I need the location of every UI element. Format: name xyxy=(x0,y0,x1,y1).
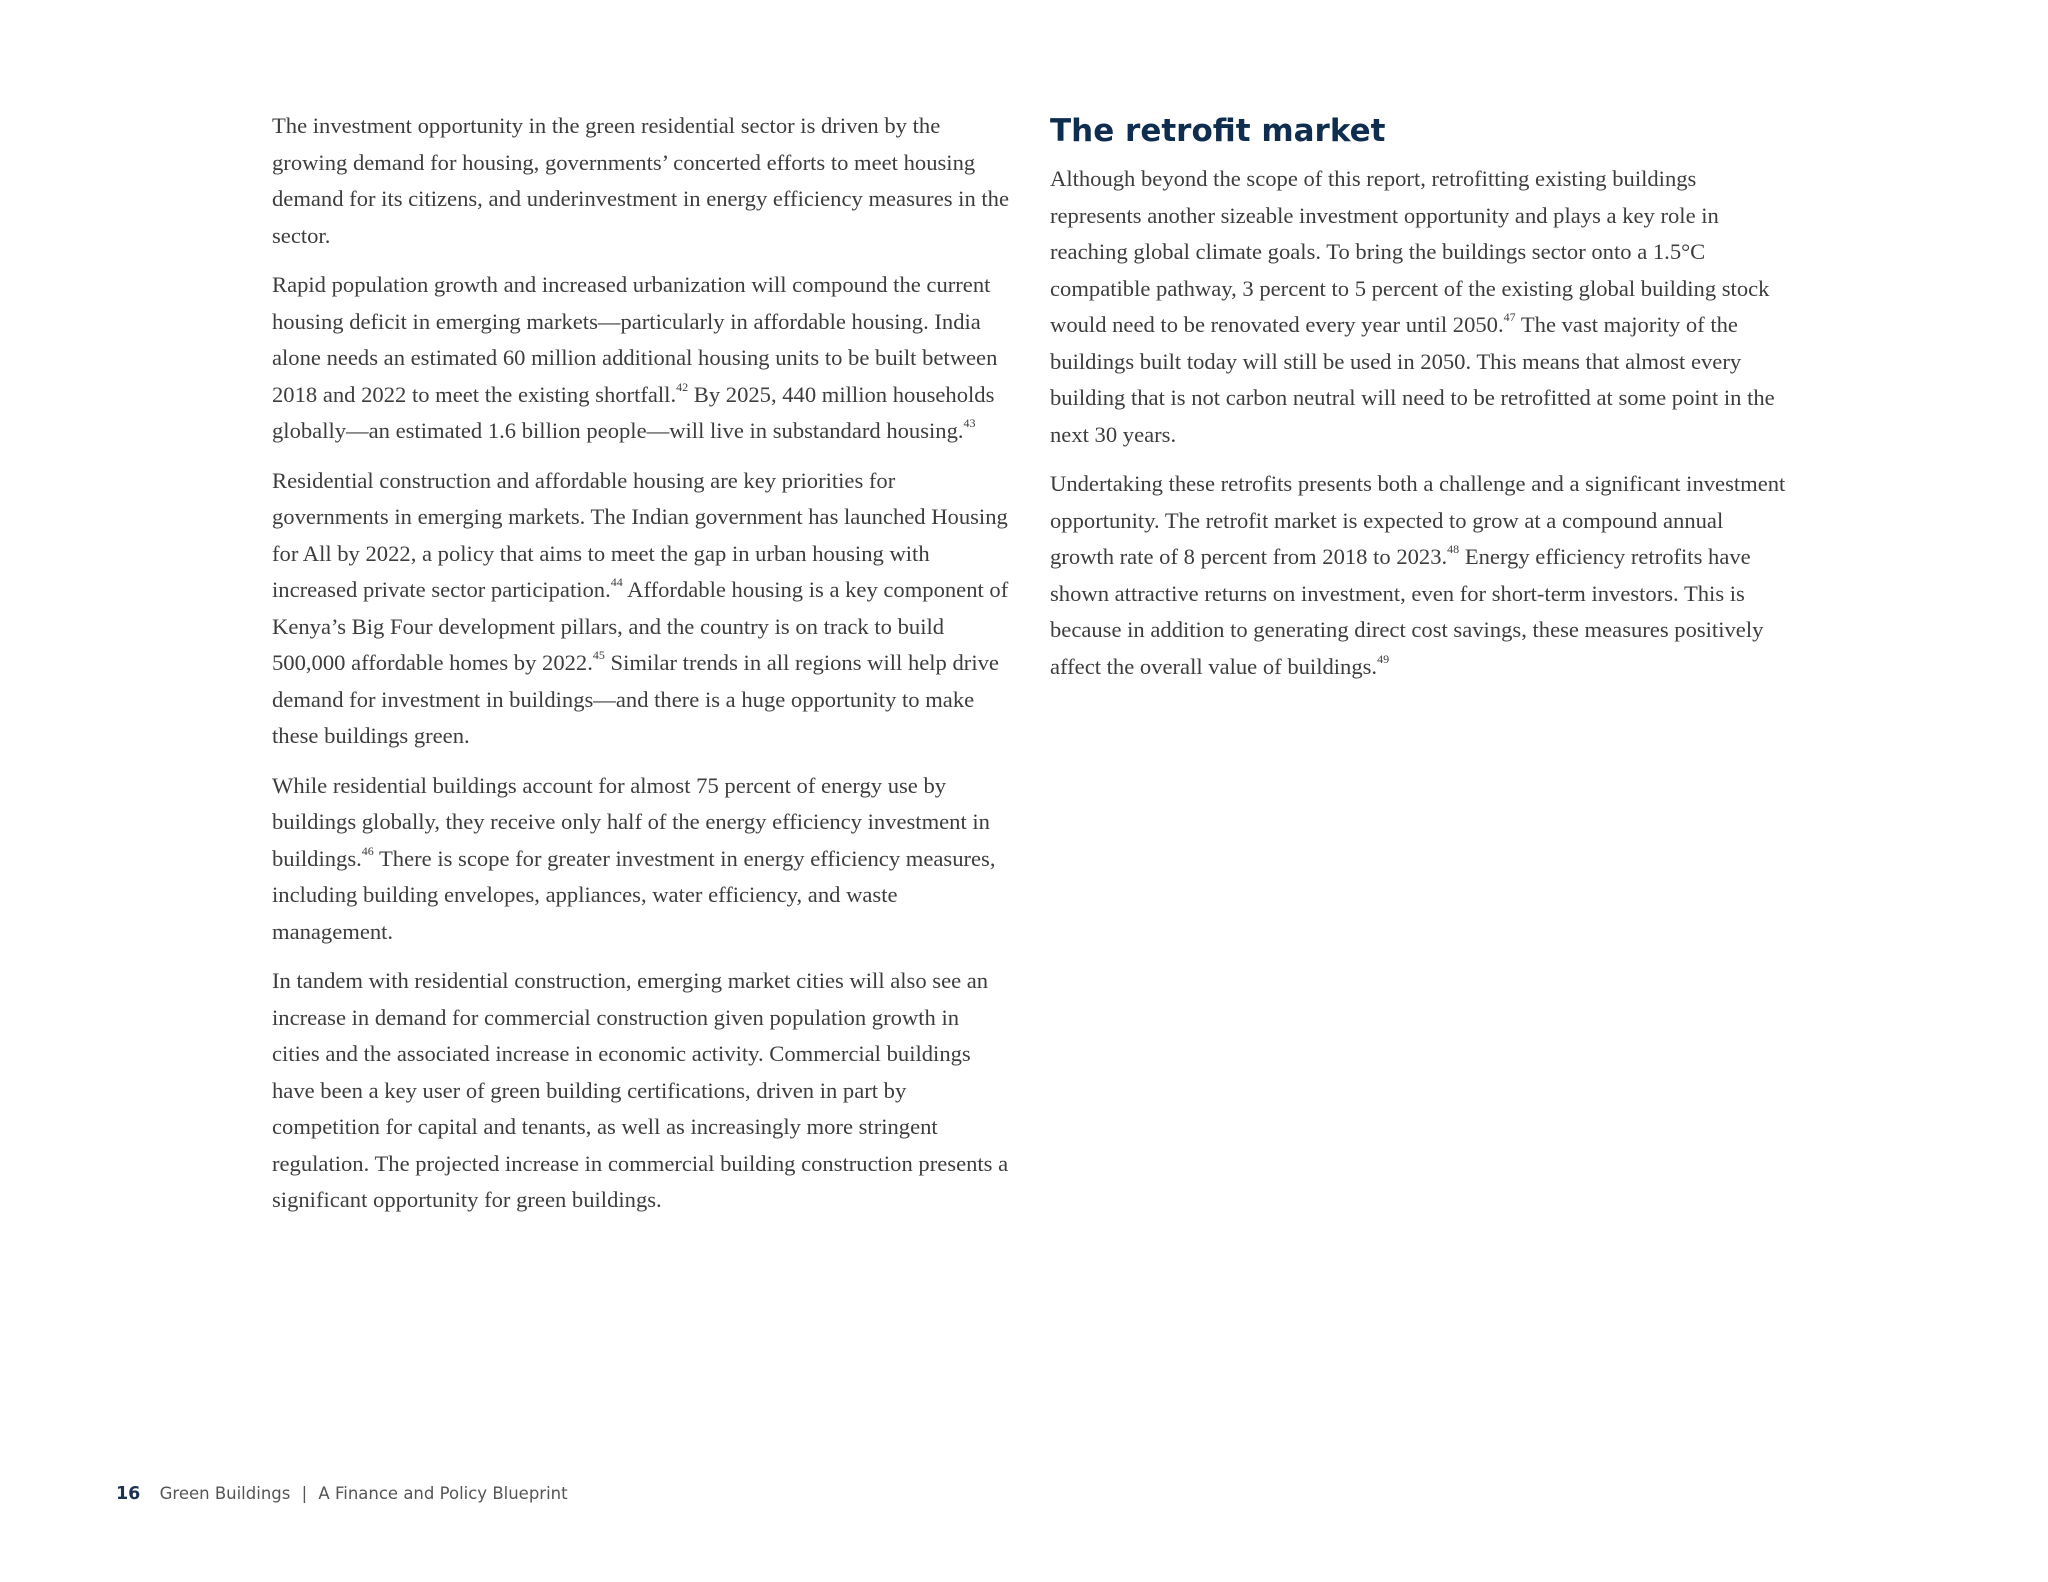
footer-title: Green Buildings xyxy=(159,1484,291,1503)
paragraph: In tandem with residential construction, emerging market cities will also see an increase in demand for commercial construction given population growth in cities and the associated increase in economic activity. Commercial buildings have been a key user of green building certifications, driven in part by competition for capital and tenants, as well as increasingly more stringent regulation. The projected increase in commercial building construction presents a significant opportunity for green buildings. xyxy=(272,968,1009,1212)
paragraph: While residential buildings account for almost 75 percent of energy use by buildings globally, they receive only half of the energy efficiency investment in buildings.$^{46}$ There is scope for greater investment in energy efficiency measures, including building envelopes, appliances, water efficiency, and waste management. xyxy=(272,772,996,944)
paragraph: Although beyond the scope of this report, retrofitting existing buildings represents another sizeable investment opportunity and plays a key role in reaching global climate goals. To bring the buildings sector onto a 1.5°C compatible pathway, 3 percent to 5 percent of the existing global building stock would need to be renovated every year until 2050.47 The vast majority of the buildings built today will still be used in 2050. This means that almost every building that is not carbon neutral will need to be retrofitted at some point in the next 30 years. xyxy=(1050,166,1775,447)
right-column xyxy=(1050,108,1790,698)
paragraph: The investment opportunity in the green residential sector is driven by the growing demand for housing, governments’ concerted efforts to meet housing demand for its citizens, and underinvestment in energy efficiency measures in the sector. xyxy=(272,113,1009,248)
footnote-ref: 49 xyxy=(1377,651,1390,666)
footnote-ref: 42 xyxy=(676,379,689,394)
paragraph: Residential construction and affordable housing are key priorities for governments in emerging markets. The Indian government has launched Housing for All by 2022, a policy that aims to meet the gap in urban housing with increased private sector participation.$^{44}$ Affordable housing is a key component of Kenya’s Big Four development pillars, and the country is on track to build 500,000 affordable homes by 2022.45 Similar trends in all regions will help drive demand for investment in buildings—and there is a huge opportunity to make these buildings green. xyxy=(272,467,1009,748)
footer-separator: | xyxy=(301,1484,308,1503)
footnote-ref: 45 xyxy=(592,648,605,663)
page-footer xyxy=(116,1484,568,1504)
footer-subtitle: A Finance and Policy Blueprint xyxy=(318,1484,568,1503)
paragraph: Undertaking these retrofits presents both a challenge and a significant investment opportunity. The retrofit market is expected to grow at a compound annual growth rate of 8 percent from 2018 to 2023.48 Energy efficiency retrofits have shown attractive returns on investment, even for short-term investors. This is because in addition to generating direct cost savings, these measures positively affect the overall value of buildings.$^{49}$ xyxy=(1050,471,1786,679)
footnote-ref: 46 xyxy=(361,843,374,858)
page-number: 16 xyxy=(116,1484,141,1504)
section-heading: The retrofit market xyxy=(1050,113,1386,149)
footnote-ref: 43 xyxy=(963,416,976,431)
paragraph: Rapid population growth and increased urbanization will compound the current housing deficit in emerging markets—particularly in affordable housing. India alone needs an estimated 60 million additional housing units to be built between 2018 and 2022 to meet the existing shortfall.$^{42}$ By 2025, 440 million households globally—an estimated 1.6 billion people—will live in substandard housing.$^{43}$ xyxy=(272,272,998,443)
footnote-ref: 48 xyxy=(1447,542,1460,557)
footnote-ref: 44 xyxy=(610,575,623,590)
left-column xyxy=(272,108,1012,1232)
footnote-ref: 47 xyxy=(1503,310,1516,325)
